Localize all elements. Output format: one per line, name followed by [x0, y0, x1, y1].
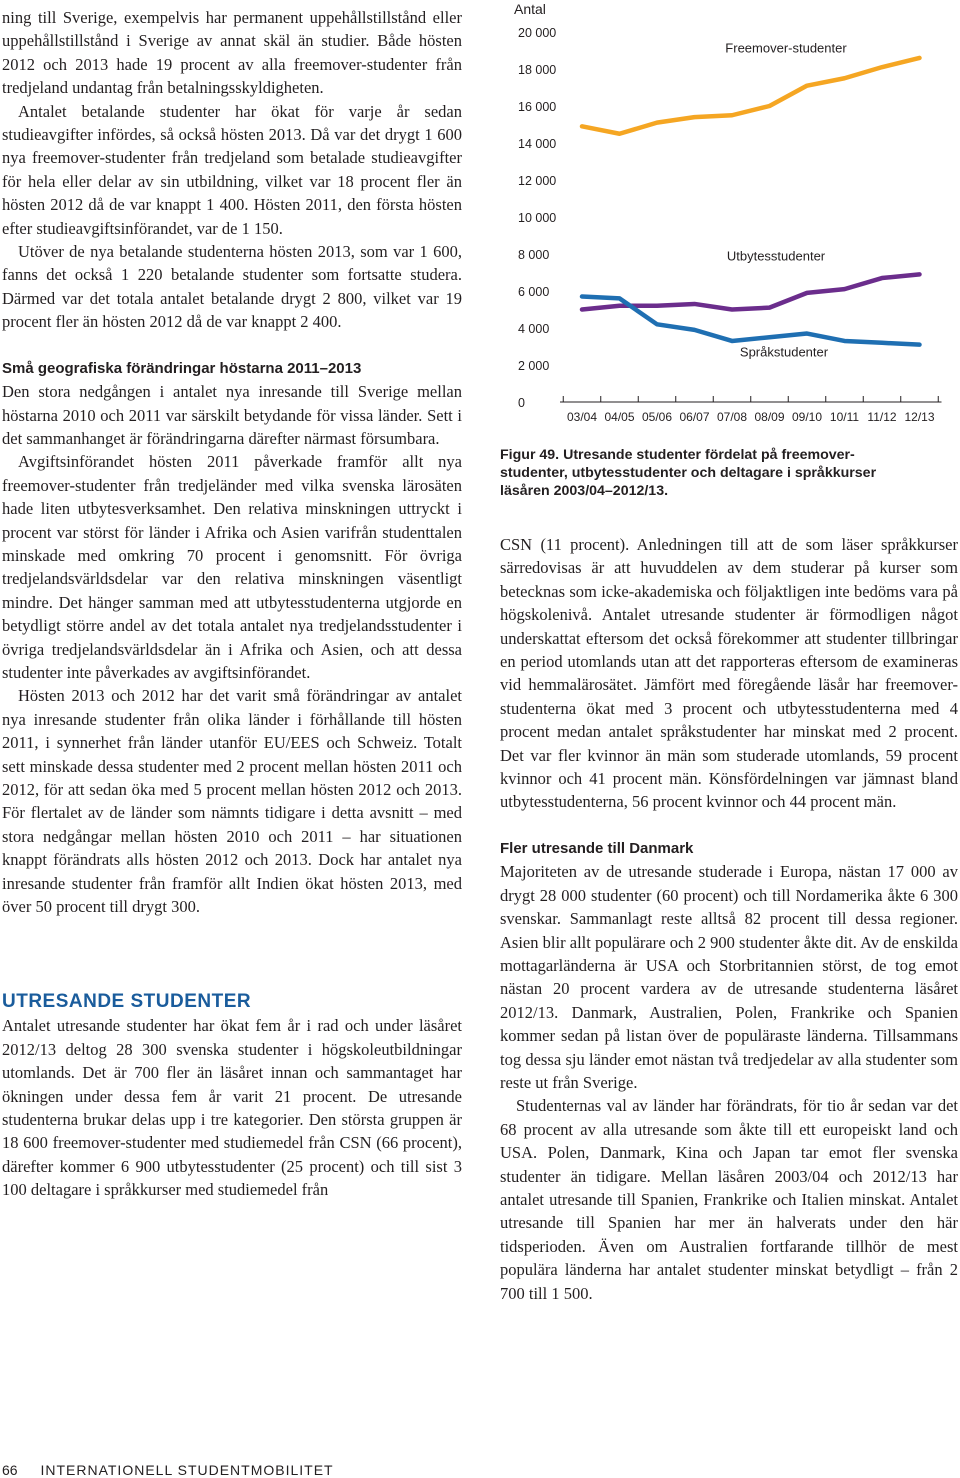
body-paragraph: Avgiftsinförandet hösten 2011 påverkade framför allt nya freemover-studenter från tredjeländer med vilka svenska lärosäten hade liten utbytesverksamhet. Den relativa minskningen uttryckt i procent var störst för länder i Afrika och Asien varifrån studenttalen minskade med omkring 70 procent i genomsnitt. För övriga tredjelandsvärldsdelar var den relativa minskningen väsentligt mindre. Det hänger samman med att utbytesstudenterna utgjorde en betydligt större andel av det totala antalet nya tredjelandsstudenter i övriga tredjelandsvärldsdelar än i Afrika och Asien, och att dessa studenter inte påverkades av avgiftsinförandet.	[2, 452, 462, 682]
series-line	[582, 58, 920, 134]
figure-49-chart	[500, 0, 960, 430]
body-paragraph: Antalet betalande studenter har ökat för varje år sedan studieavgifter infördes, så också hösten 2013. Då var det drygt 1 600 nya freemover-studenter från tredjeland som betalade studieavgifter för hela eller delar av sin utbildning, vilket var 18 procent fler än hösten 2012 då de var knappt 1 400. Hösten 2011, den första hösten efter studieavgiftsinförandet, var de 1 150.	[2, 101, 462, 238]
right-column	[500, 533, 958, 1305]
x-tick-label: 10/11	[829, 410, 860, 424]
left-column	[2, 6, 462, 1202]
series-label: Språkstudenter	[739, 344, 829, 360]
body-paragraph: Hösten 2013 och 2012 har det varit små förändringar av antalet nya inresande studenter från olika länder i förhållande till hösten 2011, i synnerhet från länder utanför EU/EES och Schweiz. Totalt sett minskade dessa studenter med 2 procent mellan hösten 2011 och 2012, för att sedan öka med 5 procent mellan hösten 2012 och 2013. För flertalet av de länder som nämnts tidigare i detta avsnitt – med stora nedgångar mellan hösten 2010 och 2011 – har situationen knappt förändrats alls hösten 2012 och 2013. Dock har antalet nya inresande studenter från framför allt Indien ökat hösten 2013, med över 50 procent till drygt 300.	[2, 686, 462, 917]
series-lines	[582, 58, 920, 345]
series-labels	[725, 40, 847, 359]
y-tick-label: 10 000	[518, 211, 557, 225]
section-heading: UTRESANDE STUDENTER	[2, 991, 252, 1013]
x-tick-label: 05/06	[641, 410, 673, 424]
x-tick-label: 08/09	[754, 410, 785, 424]
y-tick-label: 16 000	[518, 100, 557, 114]
y-tick-label: 14 000	[518, 137, 557, 151]
y-tick-label: 4 000	[518, 322, 550, 336]
y-tick-label: 6 000	[518, 285, 550, 299]
x-tick-label: 11/12	[867, 410, 897, 424]
x-tick-label: 04/05	[604, 410, 635, 424]
series-line	[582, 274, 920, 309]
running-title: INTERNATIONELL STUDENTMOBILITET	[40, 1462, 334, 1478]
figure-caption: Figur 49. Utresande studenter fördelat på freemover-studenter, utbytesstudenter och deltagare i språkkurser läsåren 2003/04–2012/13.	[500, 447, 877, 499]
x-axis	[560, 396, 942, 424]
x-tick-label: 07/08	[716, 410, 748, 424]
y-tick-label: 20 000	[518, 26, 557, 40]
y-tick-label: 2 000	[518, 359, 550, 373]
y-axis-ticks	[518, 26, 556, 410]
y-tick-label: 0	[518, 396, 525, 410]
body-paragraph: Majoriteten av de utresande studerade i Europa, nästan 17 000 av drygt 28 000 studenter (60 procent) och till Nordamerika åkte 6 300 svenskar. Sammanlagt reste alltså 82 procent till dessa regioner. Asien blir allt populärare och 2 900 studenter åkte dit. Av de enskilda mottagarländerna är USA och Storbritannien störst, de tog emot nästan 20 procent vardera av de utresande studenterna läsåret 2012/13. Danmark, Australien, Polen, Frankrike och Spanien kommer sedan på listan över de populäraste länderna. Tillsammans tog dessa sju länder emot nästan två tredjedelar av alla studenter som reste ut från Sverige.	[500, 862, 958, 1092]
x-tick-label: 06/07	[679, 410, 710, 424]
y-tick-label: 8 000	[518, 248, 550, 262]
x-tick-label: 12/13	[904, 410, 935, 424]
x-tick-label: 03/04	[566, 410, 598, 424]
body-paragraph: Den stora nedgången i antalet nya inresande till Sverige mellan höstarna 2010 och 2011 var särskilt betydande för vissa länder. Sett i det sammanhanget är förändringarna därefter närmast försumbara.	[2, 382, 462, 448]
series-label: Utbytesstudenter	[726, 248, 826, 264]
body-paragraph: Studenternas val av länder har förändrats, för tio år sedan var det 68 procent av alla utresande som åkte till ett europeiskt land och USA. Polen, Danmark, Kina och Japan tar emot fler svenska studenter än tidigare. Mellan läsåren 2003/04 och 2012/13 har antalet utresande till Spanien, Frankrike och Italien minskat. Antalet utresande till Spanien har mer än halverats under den här tidsperioden. Även om Australien fortfarande tillhör de mest populära länderna har antalet studenter minskat betydligt – från 2 700 till 1 500.	[500, 1096, 958, 1303]
y-tick-label: 12 000	[518, 174, 557, 188]
subheading: Fler utresande till Danmark	[500, 839, 694, 857]
page-footer	[2, 1462, 334, 1478]
subheading: Små geografiska förändringar höstarna 2011–2013	[2, 359, 362, 377]
body-paragraph: ning till Sverige, exempelvis har permanent uppehållstillstånd eller uppehållstillstånd i Sverige av annat skäl än studier. Både hösten 2012 och 2013 hade 19 procent av alla freemover-studenter från tredjeland undantag från betalningsskyldigheten.	[2, 8, 462, 98]
body-paragraph: CSN (11 procent). Anledningen till att de som läser språkkurser särredovisas är att huvuddelen av dem studerar på kurser som betecknas som icke-akademiska och följaktligen inte bedöms vara på högskolenivå. Antalet utresande studenter är förmodligen något underskattat eftersom det också förekommer att studenter tillbringar en period utomlands utan att det rapporteras eftersom de examineras vid hemmalärosätet. Jämfört med föregående läsår har freemover-studenterna ökat med 3 procent och utbytesstudenterna med 4 procent medan antalet språkstudenter har minskat med 2 procent. Det var fler kvinnor än män som studerade utomlands, 59 procent kvinnor och 41 procent män. Könsfördelningen var jämnast bland utbytesstudenterna, 56 procent kvinnor och 44 procent män.	[500, 535, 958, 812]
series-label: Freemover-studenter	[725, 40, 847, 56]
x-tick-label: 09/10	[791, 410, 823, 424]
line-chart	[500, 0, 960, 430]
y-axis-title: Antal	[514, 1, 546, 17]
body-paragraph: Antalet utresande studenter har ökat fem år i rad och under läsåret 2012/13 deltog 28 300 svenska studenter i högskoleutbildningar utomlands. Det är 700 fler än läsåret innan och sammantaget har ökningen under dessa fem år varit 21 procent. De utresande studenterna brukar delas upp i tre kategorier. Den största gruppen är 18 600 freemover-studenter med studiemedel från CSN (66 procent), därefter kommer 6 900 utbytesstudenter (25 procent) och till sist 3 100 deltagare i språkkurser med studiemedel från	[2, 1016, 462, 1200]
page-number: 66	[2, 1462, 18, 1478]
body-paragraph: Utöver de nya betalande studenterna hösten 2013, som var 1 600, fanns det också 1 220 betalande studenter som fortsatte studera. Därmed var det totala antalet betalande drygt 2 800, vilket var 19 procent fler än hösten 2012 då de var knappt 2 400.	[2, 242, 462, 332]
y-tick-label: 18 000	[518, 63, 557, 77]
